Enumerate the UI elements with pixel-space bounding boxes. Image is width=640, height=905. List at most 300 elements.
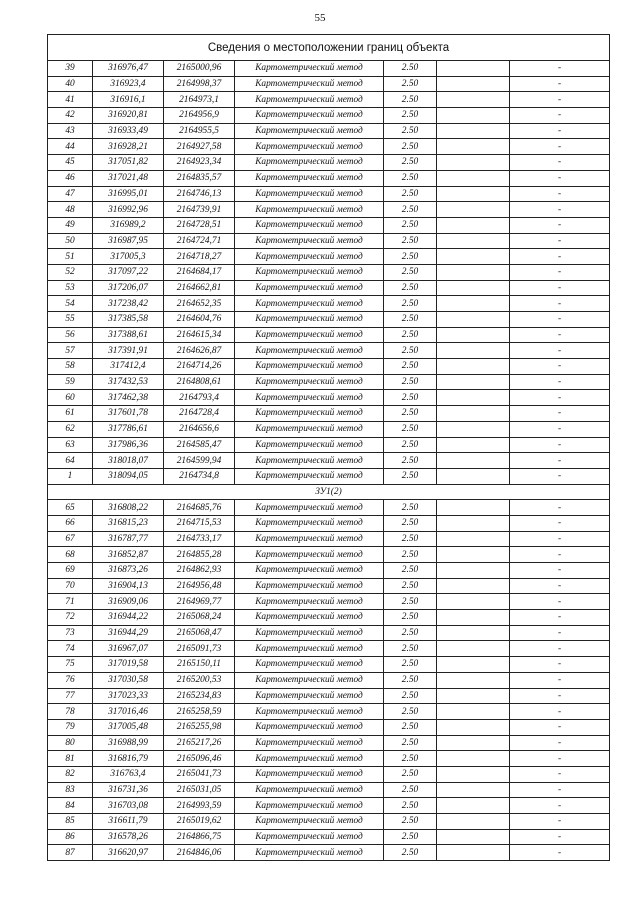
y-coordinate-cell: 2164615,34	[164, 327, 235, 343]
accuracy-cell: 2.50	[384, 845, 437, 861]
y-coordinate-cell: 2165068,47	[164, 625, 235, 641]
method-cell: Картометрический метод	[235, 704, 384, 720]
table-row	[48, 155, 610, 171]
point-number-cell: 86	[48, 829, 93, 845]
method-cell: Картометрический метод	[235, 719, 384, 735]
accuracy-cell: 2.50	[384, 249, 437, 265]
method-cell: Картометрический метод	[235, 766, 384, 782]
y-coordinate-cell: 2164662,81	[164, 280, 235, 296]
accuracy-cell: 2.50	[384, 374, 437, 390]
method-cell: Картометрический метод	[235, 641, 384, 657]
extra-cell	[437, 782, 510, 798]
accuracy-cell: 2.50	[384, 735, 437, 751]
x-coordinate-cell: 317462,38	[93, 390, 164, 406]
x-coordinate-cell: 317021,48	[93, 170, 164, 186]
y-coordinate-cell: 2164724,71	[164, 233, 235, 249]
table-row	[48, 92, 610, 108]
method-cell: Картометрический метод	[235, 594, 384, 610]
method-cell: Картометрический метод	[235, 578, 384, 594]
method-cell: Картометрический метод	[235, 453, 384, 469]
dash-cell: -	[510, 453, 610, 469]
x-coordinate-cell: 316909,06	[93, 594, 164, 610]
x-coordinate-cell: 317238,42	[93, 296, 164, 312]
dash-cell: -	[510, 751, 610, 767]
point-number-cell: 73	[48, 625, 93, 641]
extra-cell	[437, 280, 510, 296]
y-coordinate-cell: 2164739,91	[164, 202, 235, 218]
accuracy-cell: 2.50	[384, 92, 437, 108]
dash-cell: -	[510, 468, 610, 484]
table-row	[48, 217, 610, 233]
extra-cell	[437, 453, 510, 469]
dash-cell: -	[510, 76, 610, 92]
y-coordinate-cell: 2164969,77	[164, 594, 235, 610]
point-number-cell: 43	[48, 123, 93, 139]
extra-cell	[437, 594, 510, 610]
method-cell: Картометрический метод	[235, 170, 384, 186]
accuracy-cell: 2.50	[384, 327, 437, 343]
y-coordinate-cell: 2164715,53	[164, 515, 235, 531]
x-coordinate-cell: 318094,05	[93, 468, 164, 484]
accuracy-cell: 2.50	[384, 688, 437, 704]
dash-cell: -	[510, 515, 610, 531]
point-number-cell: 82	[48, 766, 93, 782]
x-coordinate-cell: 317432,53	[93, 374, 164, 390]
point-number-cell: 83	[48, 782, 93, 798]
accuracy-cell: 2.50	[384, 280, 437, 296]
point-number-cell: 78	[48, 704, 93, 720]
x-coordinate-cell: 316703,08	[93, 798, 164, 814]
table-row	[48, 704, 610, 720]
point-number-cell: 87	[48, 845, 93, 861]
y-coordinate-cell: 2164956,48	[164, 578, 235, 594]
dash-cell: -	[510, 735, 610, 751]
table-row	[48, 186, 610, 202]
point-number-cell: 51	[48, 249, 93, 265]
method-cell: Картометрический метод	[235, 139, 384, 155]
dash-cell: -	[510, 719, 610, 735]
point-number-cell: 62	[48, 421, 93, 437]
table-row	[48, 202, 610, 218]
accuracy-cell: 2.50	[384, 170, 437, 186]
table-title-row	[48, 35, 610, 61]
dash-cell: -	[510, 578, 610, 594]
dash-cell: -	[510, 327, 610, 343]
point-number-cell: 53	[48, 280, 93, 296]
x-coordinate-cell: 317016,46	[93, 704, 164, 720]
point-number-cell: 71	[48, 594, 93, 610]
dash-cell: -	[510, 500, 610, 516]
accuracy-cell: 2.50	[384, 312, 437, 328]
x-coordinate-cell: 316992,96	[93, 202, 164, 218]
y-coordinate-cell: 2164835,57	[164, 170, 235, 186]
point-number-cell: 49	[48, 217, 93, 233]
method-cell: Картометрический метод	[235, 625, 384, 641]
x-coordinate-cell: 317019,58	[93, 657, 164, 673]
y-coordinate-cell: 2164956,9	[164, 108, 235, 124]
table-row	[48, 672, 610, 688]
x-coordinate-cell: 317023,33	[93, 688, 164, 704]
method-cell: Картометрический метод	[235, 657, 384, 673]
extra-cell	[437, 578, 510, 594]
accuracy-cell: 2.50	[384, 672, 437, 688]
extra-cell	[437, 735, 510, 751]
accuracy-cell: 2.50	[384, 453, 437, 469]
y-coordinate-cell: 2165258,59	[164, 704, 235, 720]
point-number-cell: 42	[48, 108, 93, 124]
x-coordinate-cell: 317391,91	[93, 343, 164, 359]
y-coordinate-cell: 2164846,06	[164, 845, 235, 861]
y-coordinate-cell: 2164923,34	[164, 155, 235, 171]
accuracy-cell: 2.50	[384, 123, 437, 139]
extra-cell	[437, 641, 510, 657]
accuracy-cell: 2.50	[384, 406, 437, 422]
x-coordinate-cell: 317388,61	[93, 327, 164, 343]
x-coordinate-cell: 316852,87	[93, 547, 164, 563]
accuracy-cell: 2.50	[384, 751, 437, 767]
extra-cell	[437, 406, 510, 422]
accuracy-cell: 2.50	[384, 829, 437, 845]
y-coordinate-cell: 2164652,35	[164, 296, 235, 312]
point-number-cell: 52	[48, 264, 93, 280]
table-row	[48, 359, 610, 375]
dash-cell: -	[510, 625, 610, 641]
point-number-cell: 60	[48, 390, 93, 406]
table-row	[48, 139, 610, 155]
y-coordinate-cell: 2164685,76	[164, 500, 235, 516]
page-number: 55	[314, 12, 326, 24]
accuracy-cell: 2.50	[384, 76, 437, 92]
table-title: Сведения о местоположении границ объекта	[48, 35, 610, 61]
method-cell: Картометрический метод	[235, 814, 384, 830]
y-coordinate-cell: 2164599,94	[164, 453, 235, 469]
point-number-cell: 58	[48, 359, 93, 375]
x-coordinate-cell: 316787,77	[93, 531, 164, 547]
method-cell: Картометрический метод	[235, 782, 384, 798]
method-cell: Картометрический метод	[235, 92, 384, 108]
extra-cell	[437, 563, 510, 579]
dash-cell: -	[510, 563, 610, 579]
extra-cell	[437, 500, 510, 516]
x-coordinate-cell: 316976,47	[93, 61, 164, 77]
point-number-cell: 70	[48, 578, 93, 594]
table-row	[48, 312, 610, 328]
table-row	[48, 751, 610, 767]
extra-cell	[437, 123, 510, 139]
extra-cell	[437, 92, 510, 108]
method-cell: Картометрический метод	[235, 249, 384, 265]
method-cell: Картометрический метод	[235, 76, 384, 92]
extra-cell	[437, 359, 510, 375]
extra-cell	[437, 688, 510, 704]
dash-cell: -	[510, 845, 610, 861]
extra-cell	[437, 515, 510, 531]
y-coordinate-cell: 2164955,5	[164, 123, 235, 139]
boundary-coordinates-table	[47, 34, 610, 861]
extra-cell	[437, 296, 510, 312]
point-number-cell: 84	[48, 798, 93, 814]
accuracy-cell: 2.50	[384, 202, 437, 218]
dash-cell: -	[510, 155, 610, 171]
dash-cell: -	[510, 672, 610, 688]
accuracy-cell: 2.50	[384, 531, 437, 547]
x-coordinate-cell: 317097,22	[93, 264, 164, 280]
extra-cell	[437, 139, 510, 155]
section-row	[48, 484, 610, 500]
accuracy-cell: 2.50	[384, 155, 437, 171]
extra-cell	[437, 108, 510, 124]
y-coordinate-cell: 2164808,61	[164, 374, 235, 390]
point-number-cell: 61	[48, 406, 93, 422]
extra-cell	[437, 798, 510, 814]
accuracy-cell: 2.50	[384, 296, 437, 312]
point-number-cell: 41	[48, 92, 93, 108]
x-coordinate-cell: 316933,49	[93, 123, 164, 139]
extra-cell	[437, 264, 510, 280]
method-cell: Картометрический метод	[235, 563, 384, 579]
y-coordinate-cell: 2165200,53	[164, 672, 235, 688]
y-coordinate-cell: 2165068,24	[164, 610, 235, 626]
point-number-cell: 48	[48, 202, 93, 218]
extra-cell	[437, 249, 510, 265]
x-coordinate-cell: 316944,29	[93, 625, 164, 641]
extra-cell	[437, 202, 510, 218]
y-coordinate-cell: 2165091,73	[164, 641, 235, 657]
method-cell: Картометрический метод	[235, 155, 384, 171]
accuracy-cell: 2.50	[384, 139, 437, 155]
x-coordinate-cell: 317005,48	[93, 719, 164, 735]
extra-cell	[437, 374, 510, 390]
table-row	[48, 625, 610, 641]
extra-cell	[437, 845, 510, 861]
table-row	[48, 61, 610, 77]
x-coordinate-cell: 316987,95	[93, 233, 164, 249]
table-row	[48, 343, 610, 359]
table-row	[48, 170, 610, 186]
accuracy-cell: 2.50	[384, 233, 437, 249]
y-coordinate-cell: 2165031,05	[164, 782, 235, 798]
accuracy-cell: 2.50	[384, 390, 437, 406]
y-coordinate-cell: 2164656,6	[164, 421, 235, 437]
dash-cell: -	[510, 531, 610, 547]
y-coordinate-cell: 2165000,96	[164, 61, 235, 77]
accuracy-cell: 2.50	[384, 343, 437, 359]
table-row	[48, 437, 610, 453]
method-cell: Картометрический метод	[235, 688, 384, 704]
accuracy-cell: 2.50	[384, 500, 437, 516]
point-number-cell: 68	[48, 547, 93, 563]
dash-cell: -	[510, 139, 610, 155]
point-number-cell: 64	[48, 453, 93, 469]
method-cell: Картометрический метод	[235, 61, 384, 77]
extra-cell	[437, 61, 510, 77]
point-number-cell: 66	[48, 515, 93, 531]
dash-cell: -	[510, 657, 610, 673]
dash-cell: -	[510, 123, 610, 139]
accuracy-cell: 2.50	[384, 264, 437, 280]
method-cell: Картометрический метод	[235, 233, 384, 249]
y-coordinate-cell: 2164793,4	[164, 390, 235, 406]
method-cell: Картометрический метод	[235, 359, 384, 375]
table-row	[48, 327, 610, 343]
accuracy-cell: 2.50	[384, 359, 437, 375]
dash-cell: -	[510, 217, 610, 233]
table-row	[48, 829, 610, 845]
point-number-cell: 80	[48, 735, 93, 751]
x-coordinate-cell: 316731,36	[93, 782, 164, 798]
point-number-cell: 69	[48, 563, 93, 579]
table-row	[48, 468, 610, 484]
method-cell: Картометрический метод	[235, 296, 384, 312]
extra-cell	[437, 719, 510, 735]
extra-cell	[437, 312, 510, 328]
accuracy-cell: 2.50	[384, 217, 437, 233]
y-coordinate-cell: 2164927,58	[164, 139, 235, 155]
accuracy-cell: 2.50	[384, 766, 437, 782]
accuracy-cell: 2.50	[384, 61, 437, 77]
extra-cell	[437, 547, 510, 563]
dash-cell: -	[510, 798, 610, 814]
section-label: ЗУ1(2)	[48, 484, 610, 500]
table-row	[48, 374, 610, 390]
dash-cell: -	[510, 829, 610, 845]
table-row	[48, 123, 610, 139]
table-row	[48, 264, 610, 280]
method-cell: Картометрический метод	[235, 829, 384, 845]
point-number-cell: 85	[48, 814, 93, 830]
method-cell: Картометрический метод	[235, 515, 384, 531]
y-coordinate-cell: 2164855,28	[164, 547, 235, 563]
extra-cell	[437, 233, 510, 249]
point-number-cell: 46	[48, 170, 93, 186]
method-cell: Картометрический метод	[235, 845, 384, 861]
y-coordinate-cell: 2164718,27	[164, 249, 235, 265]
extra-cell	[437, 766, 510, 782]
table-row	[48, 233, 610, 249]
x-coordinate-cell: 317030,58	[93, 672, 164, 688]
x-coordinate-cell: 317005,3	[93, 249, 164, 265]
x-coordinate-cell: 317206,07	[93, 280, 164, 296]
x-coordinate-cell: 316989,2	[93, 217, 164, 233]
accuracy-cell: 2.50	[384, 468, 437, 484]
x-coordinate-cell: 316995,01	[93, 186, 164, 202]
x-coordinate-cell: 316916,1	[93, 92, 164, 108]
x-coordinate-cell: 316944,22	[93, 610, 164, 626]
accuracy-cell: 2.50	[384, 704, 437, 720]
accuracy-cell: 2.50	[384, 625, 437, 641]
point-number-cell: 76	[48, 672, 93, 688]
x-coordinate-cell: 316904,13	[93, 578, 164, 594]
accuracy-cell: 2.50	[384, 563, 437, 579]
dash-cell: -	[510, 264, 610, 280]
accuracy-cell: 2.50	[384, 108, 437, 124]
x-coordinate-cell: 318018,07	[93, 453, 164, 469]
accuracy-cell: 2.50	[384, 641, 437, 657]
dash-cell: -	[510, 296, 610, 312]
extra-cell	[437, 76, 510, 92]
point-number-cell: 65	[48, 500, 93, 516]
table-row	[48, 594, 610, 610]
accuracy-cell: 2.50	[384, 814, 437, 830]
method-cell: Картометрический метод	[235, 735, 384, 751]
method-cell: Картометрический метод	[235, 202, 384, 218]
method-cell: Картометрический метод	[235, 186, 384, 202]
x-coordinate-cell: 316815,23	[93, 515, 164, 531]
point-number-cell: 55	[48, 312, 93, 328]
dash-cell: -	[510, 421, 610, 437]
x-coordinate-cell: 316873,26	[93, 563, 164, 579]
x-coordinate-cell: 317051,82	[93, 155, 164, 171]
x-coordinate-cell: 316923,4	[93, 76, 164, 92]
dash-cell: -	[510, 233, 610, 249]
y-coordinate-cell: 2164866,75	[164, 829, 235, 845]
extra-cell	[437, 421, 510, 437]
table-row	[48, 798, 610, 814]
y-coordinate-cell: 2164626,87	[164, 343, 235, 359]
point-number-cell: 56	[48, 327, 93, 343]
x-coordinate-cell: 316928,21	[93, 139, 164, 155]
y-coordinate-cell: 2164746,13	[164, 186, 235, 202]
extra-cell	[437, 327, 510, 343]
accuracy-cell: 2.50	[384, 186, 437, 202]
x-coordinate-cell: 316967,07	[93, 641, 164, 657]
table-row	[48, 782, 610, 798]
table-row	[48, 688, 610, 704]
dash-cell: -	[510, 704, 610, 720]
table-row	[48, 641, 610, 657]
dash-cell: -	[510, 343, 610, 359]
extra-cell	[437, 814, 510, 830]
table-row	[48, 453, 610, 469]
accuracy-cell: 2.50	[384, 578, 437, 594]
point-number-cell: 44	[48, 139, 93, 155]
accuracy-cell: 2.50	[384, 657, 437, 673]
point-number-cell: 79	[48, 719, 93, 735]
point-number-cell: 1	[48, 468, 93, 484]
y-coordinate-cell: 2164728,51	[164, 217, 235, 233]
method-cell: Картометрический метод	[235, 123, 384, 139]
x-coordinate-cell: 316763,4	[93, 766, 164, 782]
x-coordinate-cell: 317986,36	[93, 437, 164, 453]
y-coordinate-cell: 2164993,59	[164, 798, 235, 814]
x-coordinate-cell: 317412,4	[93, 359, 164, 375]
point-number-cell: 63	[48, 437, 93, 453]
dash-cell: -	[510, 280, 610, 296]
x-coordinate-cell: 316620,97	[93, 845, 164, 861]
x-coordinate-cell: 316988,99	[93, 735, 164, 751]
y-coordinate-cell: 2165255,98	[164, 719, 235, 735]
accuracy-cell: 2.50	[384, 547, 437, 563]
dash-cell: -	[510, 186, 610, 202]
point-number-cell: 40	[48, 76, 93, 92]
method-cell: Картометрический метод	[235, 531, 384, 547]
table-row	[48, 406, 610, 422]
extra-cell	[437, 343, 510, 359]
extra-cell	[437, 625, 510, 641]
dash-cell: -	[510, 390, 610, 406]
dash-cell: -	[510, 359, 610, 375]
table-row	[48, 531, 610, 547]
extra-cell	[437, 704, 510, 720]
method-cell: Картометрический метод	[235, 374, 384, 390]
point-number-cell: 72	[48, 610, 93, 626]
dash-cell: -	[510, 312, 610, 328]
dash-cell: -	[510, 814, 610, 830]
dash-cell: -	[510, 92, 610, 108]
x-coordinate-cell: 316611,79	[93, 814, 164, 830]
dash-cell: -	[510, 594, 610, 610]
method-cell: Картометрический метод	[235, 547, 384, 563]
